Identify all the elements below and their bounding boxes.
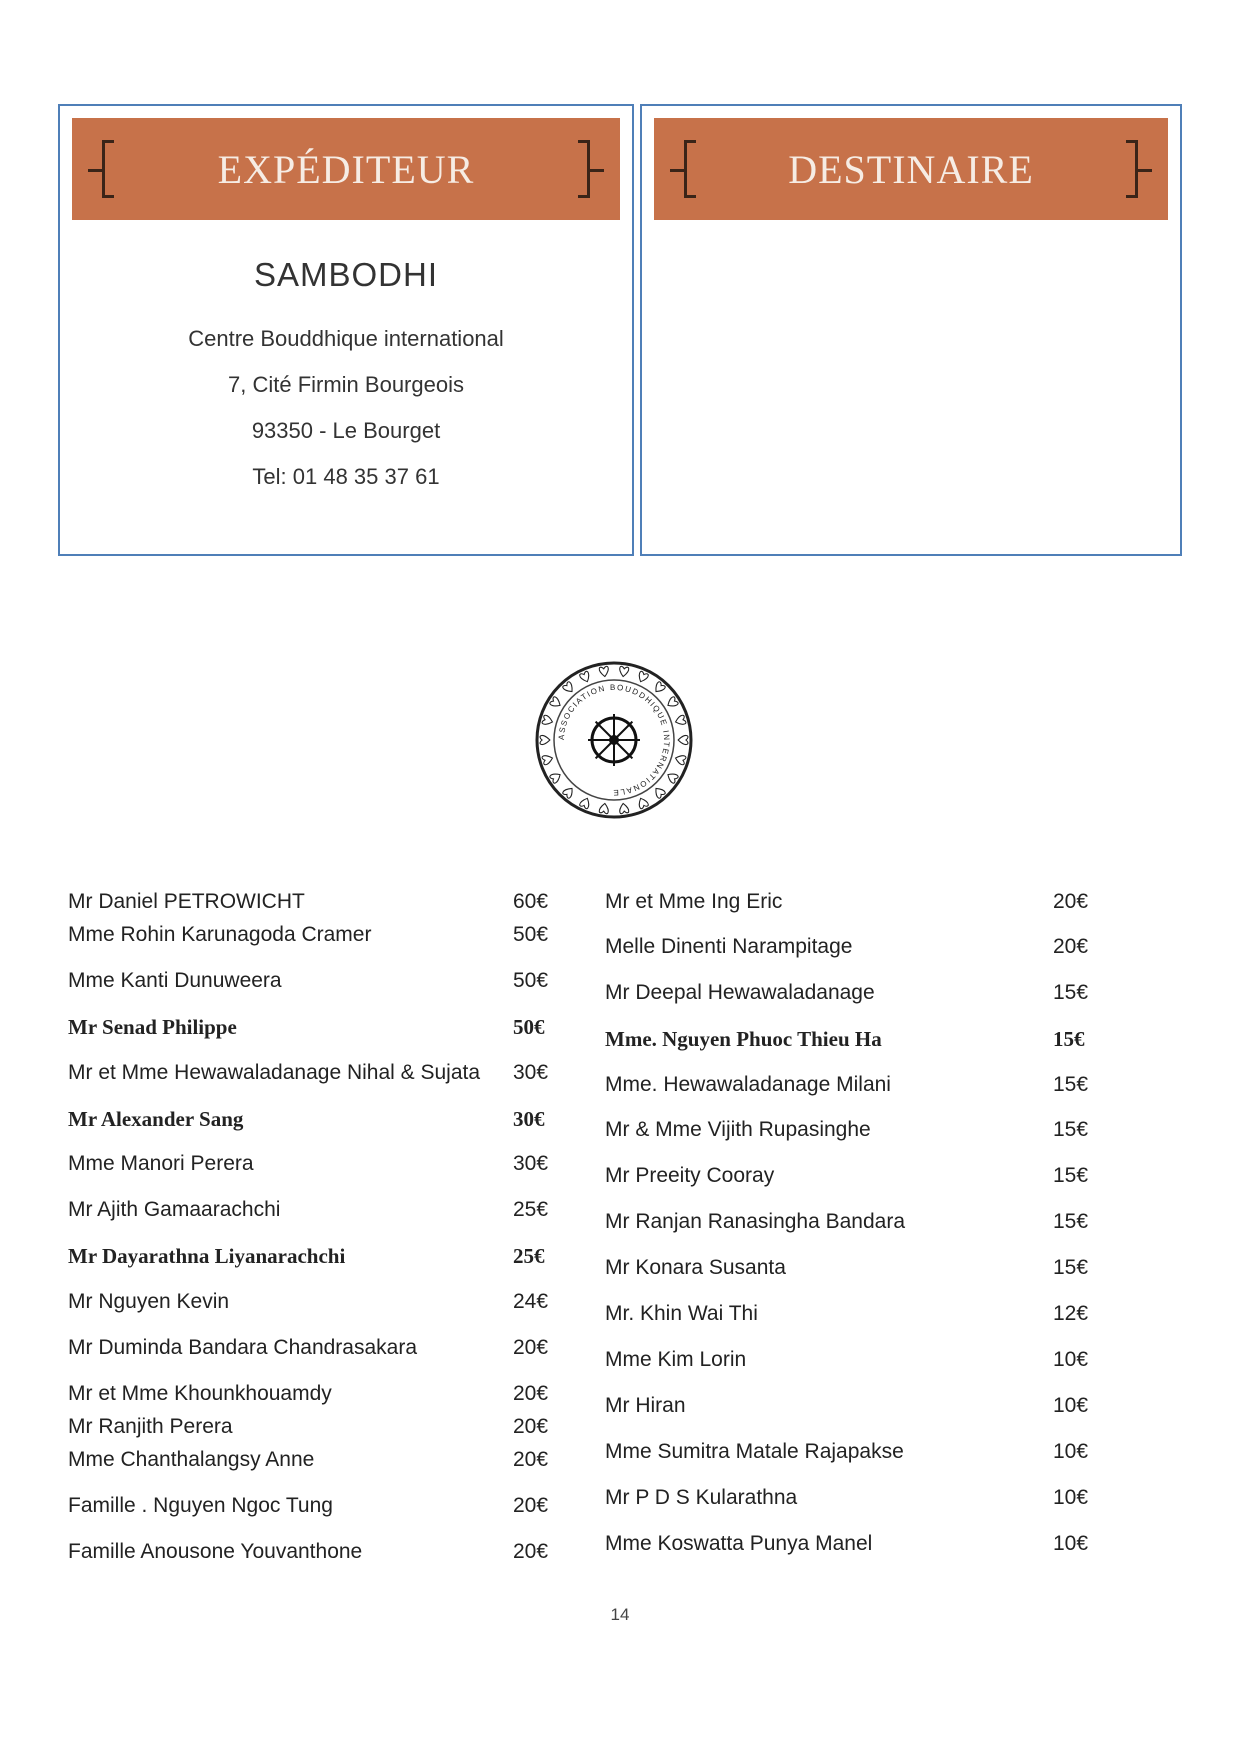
donor-amount: 24€ (513, 1290, 549, 1313)
donor-row (605, 1164, 1089, 1194)
donor-amount: 50€ (513, 1015, 545, 1039)
donor-name: Mme Sumitra Matale Rajapakse (605, 1440, 904, 1463)
donor-name: Mr et Mme Khounkhouamdy (68, 1382, 332, 1405)
donor-amount: 15€ (1053, 981, 1089, 1004)
donor-row (605, 1073, 1089, 1103)
donor-row (605, 1440, 1089, 1470)
donor-amount: 25€ (513, 1244, 545, 1268)
bracket-left-icon (684, 140, 696, 198)
donor-row (68, 1494, 552, 1524)
donor-name: Mme. Nguyen Phuoc Thieu Ha (605, 1027, 882, 1051)
donor-amount: 50€ (513, 923, 549, 946)
bracket-right-icon (1126, 140, 1138, 198)
donor-amount: 10€ (1053, 1348, 1089, 1371)
donor-row (605, 981, 1089, 1011)
donor-row (68, 1198, 552, 1228)
donor-row (68, 1415, 552, 1445)
donor-row (68, 1290, 552, 1320)
recipient-box (640, 104, 1182, 556)
donor-row (68, 1336, 552, 1366)
donor-name: Mme Koswatta Punya Manel (605, 1532, 873, 1555)
donor-name: Melle Dinenti Narampitage (605, 935, 853, 958)
donor-row (605, 1394, 1089, 1424)
donor-name: Mme Chanthalangsy Anne (68, 1448, 315, 1471)
donor-row (68, 1540, 552, 1570)
bracket-left-icon (102, 140, 114, 198)
donor-name: Mr Preeity Cooray (605, 1164, 775, 1187)
sender-box (58, 104, 634, 556)
donor-amount: 10€ (1053, 1440, 1089, 1463)
donor-name: Mr et Mme Ing Eric (605, 890, 783, 913)
sender-banner (72, 118, 620, 220)
sender-line: 7, Cité Firmin Bourgeois (228, 372, 464, 397)
donor-amount: 60€ (513, 890, 549, 913)
donor-name: Mr Nguyen Kevin (68, 1290, 230, 1313)
donor-amount: 20€ (513, 1448, 549, 1471)
donor-row (605, 935, 1089, 965)
donor-row (605, 890, 1089, 920)
donor-row (605, 1486, 1089, 1516)
donor-name: Mr Daniel PETROWICHT (68, 890, 305, 913)
donor-name: Mr Konara Susanta (605, 1256, 786, 1279)
donor-name: Mr Alexander Sang (68, 1107, 244, 1131)
donor-row (605, 1210, 1089, 1240)
donor-row (68, 1152, 552, 1182)
donor-name: Mr Hiran (605, 1394, 686, 1417)
donor-row (68, 1015, 552, 1045)
donor-name: Famille Anousone Youvanthone (68, 1540, 363, 1563)
donor-amount: 50€ (513, 969, 549, 992)
donor-amount: 15€ (1053, 1027, 1085, 1051)
donor-name: Mr Deepal Hewawaladanage (605, 981, 875, 1004)
donor-row (68, 969, 552, 999)
donor-row (605, 1532, 1089, 1562)
donor-row (68, 890, 552, 920)
sender-banner-title: EXPÉDITEUR (217, 146, 475, 192)
donor-amount: 30€ (513, 1061, 549, 1084)
bracket-right-icon (578, 140, 590, 198)
donor-row (605, 1027, 1089, 1057)
donor-amount: 15€ (1053, 1118, 1089, 1141)
donor-name: Mr Ajith Gamaarachchi (68, 1198, 281, 1221)
donor-name: Mr Ranjith Perera (68, 1415, 233, 1438)
donor-name: Famille . Nguyen Ngoc Tung (68, 1494, 333, 1517)
donor-name: Mme Rohin Karunagoda Cramer (68, 923, 372, 946)
donor-amount: 10€ (1053, 1394, 1089, 1417)
donor-amount: 15€ (1053, 1256, 1089, 1279)
donor-name: Mr P D S Kularathna (605, 1486, 798, 1509)
svg-text:ASSOCIATION BOUDDHIQUE INTERNA: ASSOCIATION BOUDDHIQUE INTERNATIONALE (556, 682, 672, 798)
sender-address (60, 256, 632, 500)
sender-line: Tel: 01 48 35 37 61 (252, 464, 440, 489)
donor-row (68, 923, 552, 953)
donor-row (605, 1302, 1089, 1332)
sender-line: Centre Bouddhique international (188, 326, 504, 351)
donor-amount: 25€ (513, 1198, 549, 1221)
donor-name: Mr Dayarathna Liyanarachchi (68, 1244, 346, 1268)
donor-row (605, 1348, 1089, 1378)
donor-name: Mr Duminda Bandara Chandrasakara (68, 1336, 418, 1359)
sender-name: SAMBODHI (253, 256, 439, 293)
donor-amount: 30€ (513, 1152, 549, 1175)
donor-name: Mr et Mme Hewawaladanage Nihal & Sujata (68, 1061, 481, 1084)
donor-name: Mme. Hewawaladanage Milani (605, 1073, 891, 1096)
donor-row (68, 1061, 552, 1091)
donor-name: Mme Kim Lorin (605, 1348, 747, 1371)
donor-name: Mme Manori Perera (68, 1152, 254, 1175)
donor-row (605, 1118, 1089, 1148)
donor-amount: 12€ (1053, 1302, 1089, 1325)
donor-amount: 10€ (1053, 1532, 1089, 1555)
donor-amount: 20€ (513, 1494, 549, 1517)
donor-amount: 30€ (513, 1107, 545, 1131)
donor-name: Mr Senad Philippe (68, 1015, 237, 1039)
recipient-banner (654, 118, 1168, 220)
donor-row (68, 1448, 552, 1478)
dharma-wheel-seal-icon (534, 660, 694, 820)
donor-name: Mr Ranjan Ranasingha Bandara (605, 1210, 906, 1233)
donor-row (68, 1107, 552, 1137)
donor-amount: 15€ (1053, 1164, 1089, 1187)
donor-row (68, 1244, 552, 1274)
donor-amount: 20€ (513, 1415, 549, 1438)
donor-amount: 10€ (1053, 1486, 1089, 1509)
donor-amount: 15€ (1053, 1210, 1089, 1233)
donor-amount: 20€ (513, 1382, 549, 1405)
sender-line: 93350 - Le Bourget (251, 418, 441, 443)
donor-name: Mr. Khin Wai Thi (605, 1302, 758, 1325)
donor-name: Mr & Mme Vijith Rupasinghe (605, 1118, 871, 1141)
page-number: 14 (610, 1605, 630, 1624)
donor-amount: 20€ (513, 1540, 549, 1563)
donor-amount: 20€ (1053, 935, 1089, 958)
donor-name: Mme Kanti Dunuweera (68, 969, 282, 992)
recipient-banner-title: DESTINAIRE (788, 146, 1034, 192)
donor-amount: 20€ (1053, 890, 1089, 913)
donor-amount: 20€ (513, 1336, 549, 1359)
donor-row (605, 1256, 1089, 1286)
donor-amount: 15€ (1053, 1073, 1089, 1096)
donor-row (68, 1382, 552, 1412)
